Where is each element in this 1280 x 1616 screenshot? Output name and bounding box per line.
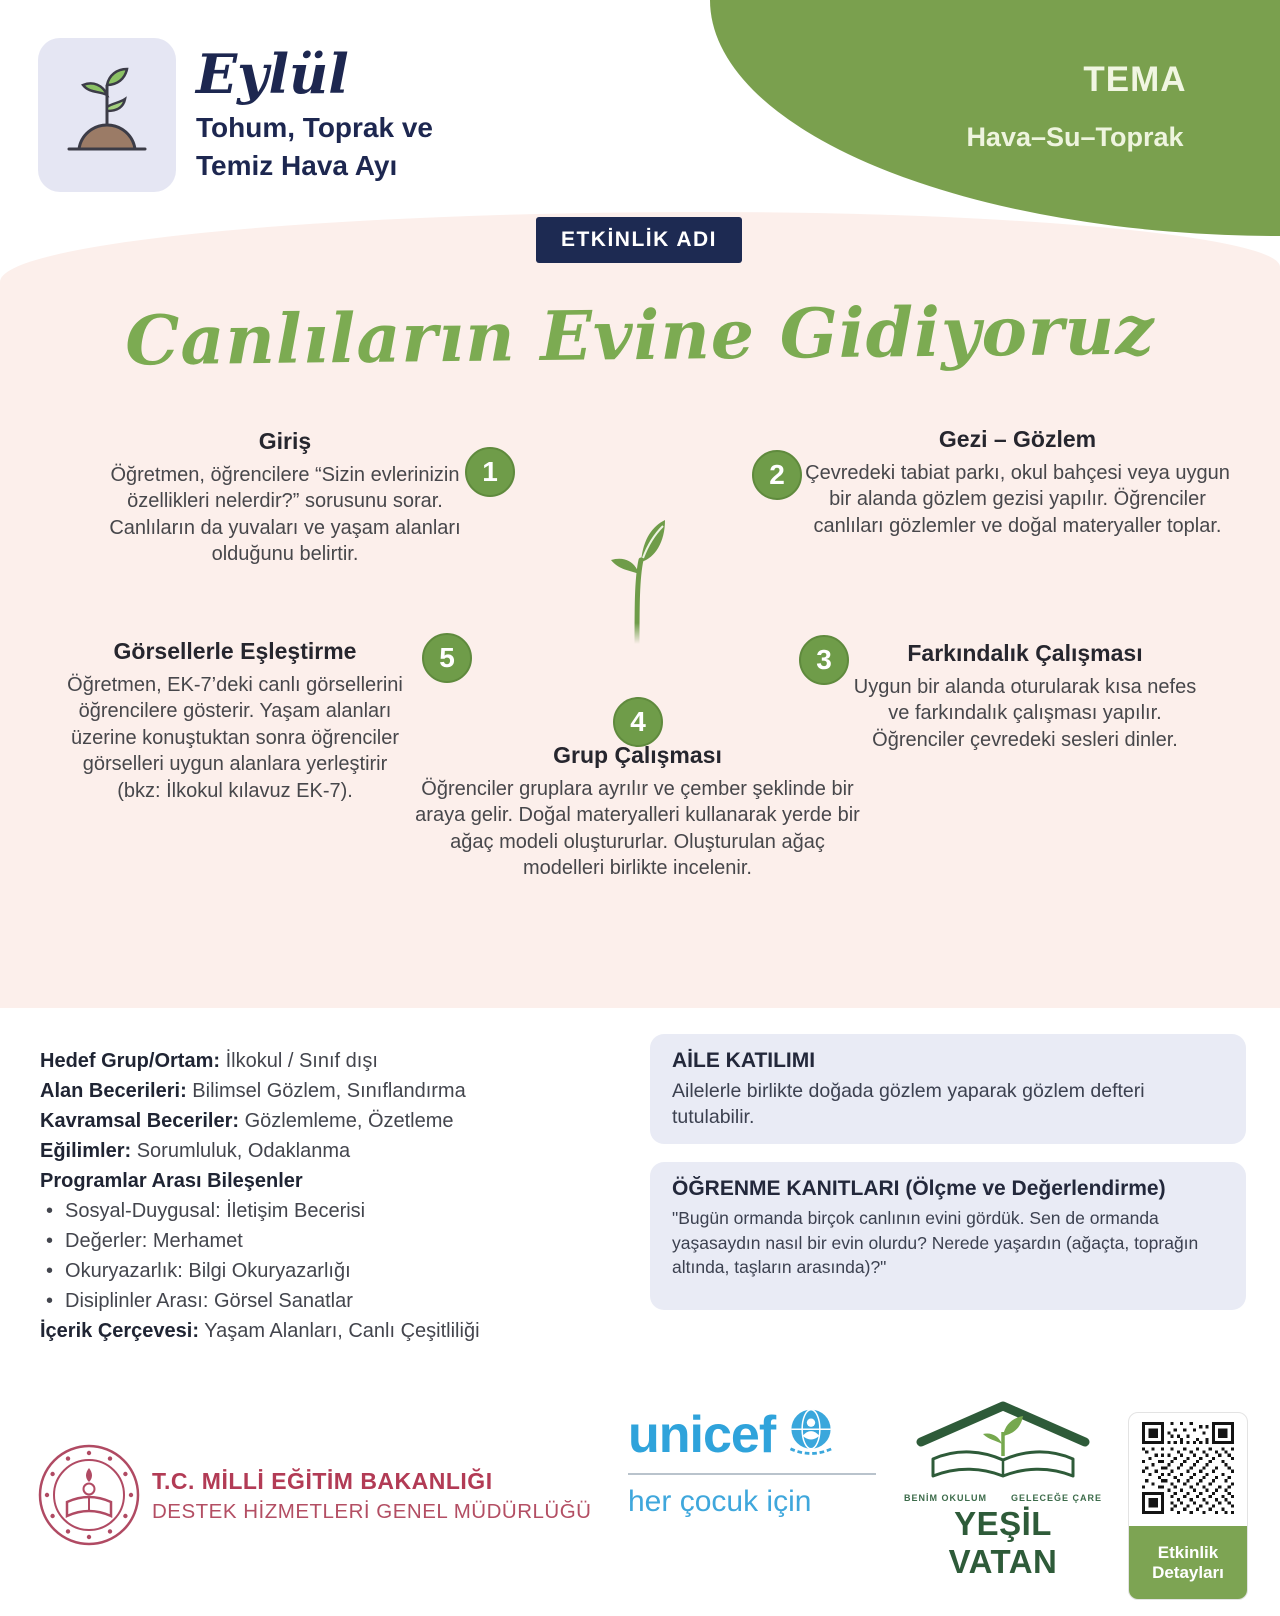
month-subtitle-line1: Tohum, Toprak ve — [196, 112, 433, 143]
seedling-soil-icon — [61, 61, 153, 170]
component-item: • Sosyal-Duygusal: İletişim Becerisi — [40, 1196, 630, 1226]
step-2-body: Çevredeki tabiat parkı, okul bahçesi veya uygun bir alanda gözlem gezisi yapılır. Öğrenciler canlıları gözlemler ve doğal materyaller toplar. — [805, 462, 1230, 537]
tema-heading: TEMA — [1083, 60, 1187, 99]
tema-corner-shape — [710, 0, 1280, 236]
yv-small-left: BENİM OKULUM — [904, 1493, 987, 1503]
qr-code-card — [1128, 1412, 1248, 1600]
activity-details-list — [40, 1046, 630, 1346]
qr-code — [1142, 1413, 1234, 1519]
step-5-body: Öğretmen, EK-7’deki canlı görsellerini öğrencilere gösterir. Yaşam alanları üzerine konuştuktan sonra öğrenciler görselleri uygun alanlara yerleştirir (bkz: İlkokul kılavuz EK-7). — [67, 674, 403, 802]
step-1-body: Öğretmen, öğrencilere “Sizin evlerinizin özellikleri nelerdir?” sorusunu sorar. Canlıların da yuvaları ve yaşam alanları olduğunu belirtir. — [109, 464, 461, 566]
components-heading: Programlar Arası Bileşenler — [40, 1170, 303, 1192]
yv-small-right: GELECEĞE ÇARE — [1010, 1493, 1102, 1503]
yv-wordmark: YEŞİL VATAN — [948, 1505, 1058, 1580]
step-5-number: 5 — [422, 633, 472, 683]
detail-content-frame: İçerik Çerçevesi: Yaşam Alanları, Canlı Çeşitliliği — [40, 1320, 480, 1342]
unicef-tagline: her çocuk için — [628, 1485, 812, 1518]
detail-conceptual-skills: Kavramsal Beceriler: Gözlemleme, Özetleme — [40, 1110, 454, 1132]
month-title: Eylül — [196, 42, 349, 106]
learning-evidence-body: "Bugün ormanda birçok canlının evini gördük. Sen de ormanda yaşasaydın nasıl bir evin olurdu? Nerede yaşardın (ağaçta, toprağın altında, taşların arasında)?" — [672, 1208, 1199, 1277]
step-4-section — [415, 742, 860, 882]
family-participation-body: Ailelerle birlikte doğada gözlem yaparak gözlem defteri tutulabilir. — [672, 1080, 1145, 1129]
detail-dispositions: Eğilimler: Sorumluluk, Odaklanma — [40, 1140, 351, 1162]
family-participation-title: AİLE KATILIMI — [672, 1049, 816, 1072]
step-1-number: 1 — [465, 447, 515, 497]
unicef-divider — [628, 1473, 876, 1475]
component-item: • Disiplinler Arası: Görsel Sanatlar — [40, 1286, 630, 1316]
activity-name-badge: ETKİNLİK ADI — [536, 217, 742, 263]
center-sprout-icon — [603, 516, 669, 651]
step-4-body: Öğrenciler gruplara ayrılır ve çember şeklinde bir araya gelir. Doğal materyalleri kullanarak yerde bir ağaç modeli oluştururlar. Oluşturulan ağaç modelleri birlikte incelenir. — [415, 778, 860, 880]
step-2-section — [795, 426, 1240, 539]
family-participation-box — [650, 1034, 1246, 1144]
month-subtitle-line2: Temiz Hava Ayı — [196, 150, 398, 181]
step-4-number: 4 — [613, 697, 663, 747]
unicef-logo — [628, 1404, 888, 1519]
learning-evidence-box — [650, 1162, 1246, 1310]
meb-name: T.C. MİLLİ EĞİTİM BAKANLIĞI — [152, 1468, 493, 1494]
tema-theme-text: Hava–Su–Toprak — [966, 122, 1184, 152]
step-3-number: 3 — [799, 635, 849, 685]
step-3-title: Farkındalık Çalışması — [907, 640, 1143, 666]
step-1-title: Giriş — [258, 428, 312, 454]
meb-directorate: DESTEK HİZMETLERİ GENEL MÜDÜRLÜĞÜ — [152, 1500, 592, 1523]
step-5-title: Görsellerle Eşleştirme — [113, 638, 357, 664]
detail-target-group: Hedef Grup/Ortam: İlkokul / Sınıf dışı — [40, 1050, 378, 1072]
step-4-title: Grup Çalışması — [553, 742, 722, 768]
step-2-title: Gezi – Gözlem — [938, 426, 1097, 452]
activity-title: Canlıların Evine Gidiyoruz — [124, 290, 1156, 382]
component-item: • Okuryazarlık: Bilgi Okuryazarlığı — [40, 1256, 630, 1286]
component-item: • Değerler: Merhamet — [40, 1226, 630, 1256]
step-5-section — [60, 638, 410, 804]
meb-crest-logo — [36, 1442, 142, 1553]
yesil-vatan-logo — [900, 1396, 1106, 1581]
step-3-section — [845, 640, 1205, 753]
step-3-body: Uygun bir alanda oturularak kısa nefes ve farkındalık çalışması yapılır. Öğrenciler çevredeki sesleri dinler. — [853, 676, 1197, 751]
month-icon-box — [38, 38, 176, 192]
step-2-number: 2 — [752, 450, 802, 500]
detail-field-skills: Alan Becerileri: Bilimsel Gözlem, Sınıflandırma — [40, 1080, 466, 1102]
unicef-emblem-icon — [783, 1404, 839, 1465]
qr-card-label: Etkinlik Detayları — [1129, 1526, 1247, 1599]
learning-evidence-title: ÖĞRENME KANITLARI (Ölçme ve Değerlendirme) — [672, 1177, 1166, 1200]
yesil-vatan-emblem-icon — [903, 1473, 1103, 1490]
step-1-section — [85, 428, 485, 568]
unicef-wordmark: unicef — [628, 1405, 776, 1464]
